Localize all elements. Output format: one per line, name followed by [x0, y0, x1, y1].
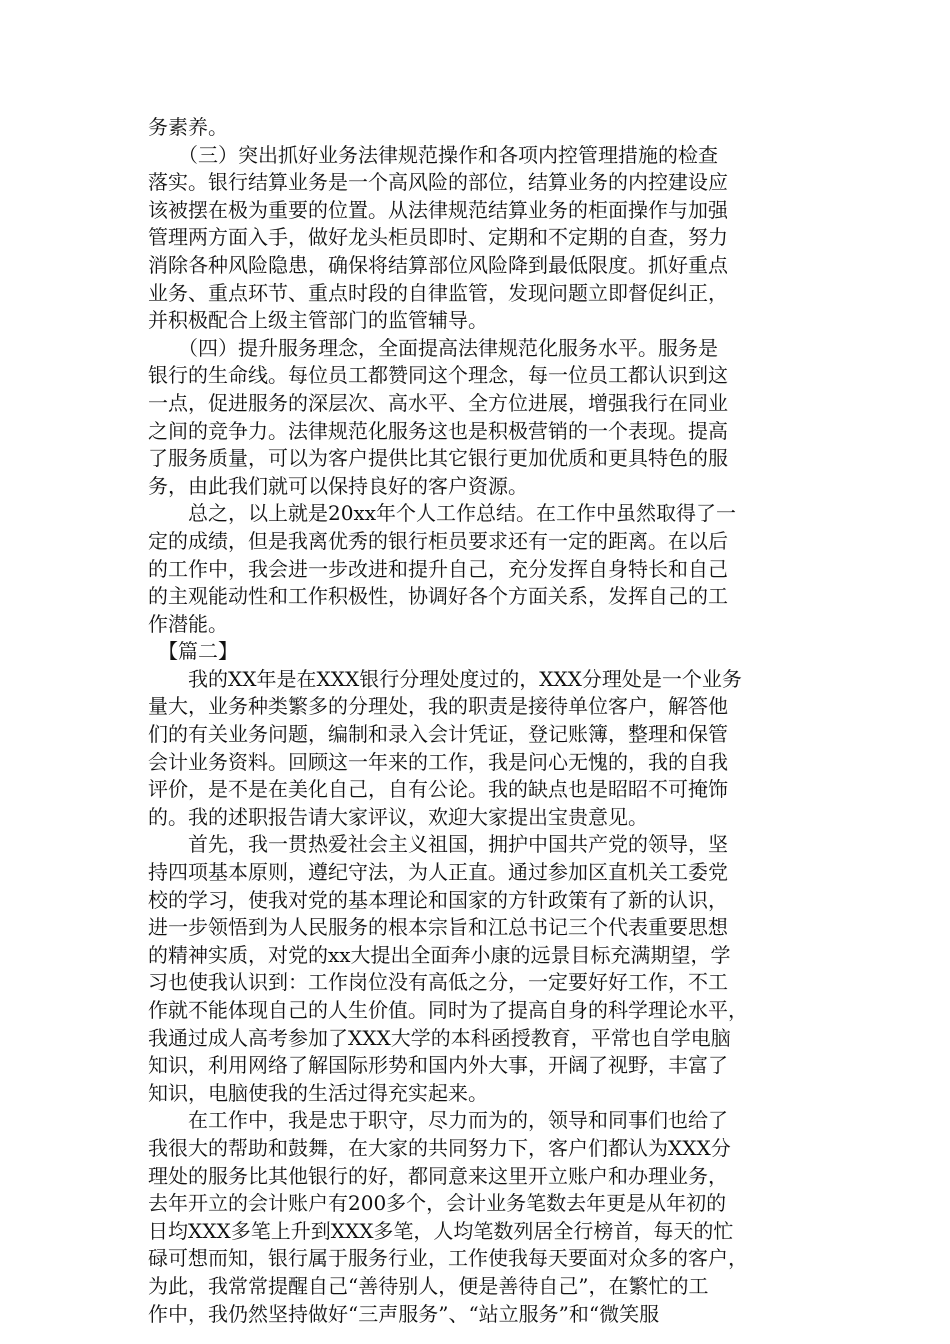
text-line: 校的学习，使我对党的基本理论和国家的方针政策有了新的认识， [148, 887, 728, 912]
text-line: 定的成绩，但是我离优秀的银行柜员要求还有一定的距离。在以后 [148, 528, 728, 553]
text-line: 务，由此我们就可以保持良好的客户资源。 [148, 473, 528, 498]
text-line: 作潜能。 [148, 611, 228, 636]
text-line: 理处的服务比其他银行的好，都同意来这里开立账户和办理业务， [148, 1163, 728, 1188]
text-line: 并积极配合上级主管部门的监管辅导。 [148, 308, 488, 333]
text-line: 的主观能动性和工作积极性，协调好各个方面关系，发挥自己的工 [148, 584, 728, 609]
text-line: 我通过成人高考参加了XXX大学的本科函授教育，平常也自学电脑 [148, 1025, 731, 1050]
text-line: 银行的生命线。每位员工都赞同这个理念，每一位员工都认识到这 [148, 363, 728, 388]
text-line: 知识，电脑使我的生活过得充实起来。 [148, 1080, 488, 1105]
text-line: 之间的竞争力。法律规范化服务这也是积极营销的一个表现。提高 [148, 418, 728, 443]
text-line: 首先，我一贯热爱社会主义祖国，拥护中国共产党的领导，坚 [148, 832, 728, 857]
text-line: 评价，是不是在美化自己，自有公论。我的缺点也是昭昭不可掩饰 [148, 777, 728, 802]
text-line: 会计业务资料。回顾这一年来的工作，我是问心无愧的，我的自我 [148, 749, 728, 774]
text-line: 作中，我仍然坚持做好“三声服务”、“站立服务”和“微笑服 [148, 1301, 660, 1326]
text-line: 碌可想而知，银行属于服务行业，工作使我每天要面对众多的客户， [148, 1246, 748, 1271]
text-line: 去年开立的会计账户有200多个，会计业务笔数去年更是从年初的 [148, 1191, 727, 1216]
text-line: 该被摆在极为重要的位置。从法律规范结算业务的柜面操作与加强 [148, 197, 728, 222]
text-line: 【篇二】 [148, 639, 238, 664]
text-line: 们的有关业务问题，编制和录入会计凭证，登记账簿，整理和保管 [148, 722, 728, 747]
text-line: 进一步领悟到为人民服务的根本宗旨和江总书记三个代表重要思想 [148, 915, 728, 940]
text-line: 在工作中，我是忠于职守，尽力而为的，领导和同事们也给了 [148, 1108, 728, 1133]
text-line: 落实。银行结算业务是一个高风险的部位，结算业务的内控建设应 [148, 170, 728, 195]
text-line: 务素养。 [148, 115, 228, 139]
text-line: 业务、重点环节、重点时段的自律监管，发现问题立即督促纠正， [148, 280, 728, 305]
text-line: 持四项基本原则，遵纪守法，为人正直。通过参加区直机关工委党 [148, 860, 728, 885]
text-line: 习也使我认识到：工作岗位没有高低之分，一定要好好工作，不工 [148, 970, 728, 995]
text-line: 作就不能体现自己的人生价值。同时为了提高自身的科学理论水平， [148, 998, 748, 1022]
text-line: 管理两方面入手，做好龙头柜员即时、定期和不定期的自查，努力 [148, 225, 728, 250]
text-line: 日均XXX多笔上升到XXX多笔，人均笔数列居全行榜首，每天的忙 [148, 1218, 734, 1243]
text-line: （三）突出抓好业务法律规范操作和各项内控管理措施的检查 [148, 142, 718, 167]
text-line: 的精神实质，对党的xx大提出全面奔小康的远景目标充满期望，学 [148, 942, 731, 967]
text-line: 为此，我常常提醒自己“善待别人，便是善待自己”，在繁忙的工 [148, 1273, 709, 1298]
text-line: 我很大的帮助和鼓舞，在大家的共同努力下，客户们都认为XXX分 [148, 1135, 731, 1160]
text-line: 总之，以上就是20xx年个人工作总结。在工作中虽然取得了一 [148, 501, 737, 526]
text-line: 量大，业务种类繁多的分理处，我的职责是接待单位客户，解答他 [148, 694, 728, 719]
text-line: 的工作中，我会进一步改进和提升自己，充分发挥自身特长和自己 [148, 556, 728, 581]
text-line: 消除各种风险隐患，确保将结算部位风险降到最低限度。抓好重点 [148, 252, 728, 277]
text-line: 知识，利用网络了解国际形势和国内外大事，开阔了视野，丰富了 [148, 1053, 728, 1078]
text-line: 的。我的述职报告请大家评议，欢迎大家提出宝贵意见。 [148, 804, 648, 829]
document-body [148, 114, 808, 1328]
text-line: 了服务质量，可以为客户提供比其它银行更加优质和更具特色的服 [148, 446, 728, 471]
text-line: 我的XX年是在XXX银行分理处度过的，XXX分理处是一个业务 [148, 666, 742, 691]
text-line: （四）提升服务理念，全面提高法律规范化服务水平。服务是 [148, 335, 718, 360]
text-line: 一点，促进服务的深层次、高水平、全方位进展，增强我行在同业 [148, 390, 728, 415]
